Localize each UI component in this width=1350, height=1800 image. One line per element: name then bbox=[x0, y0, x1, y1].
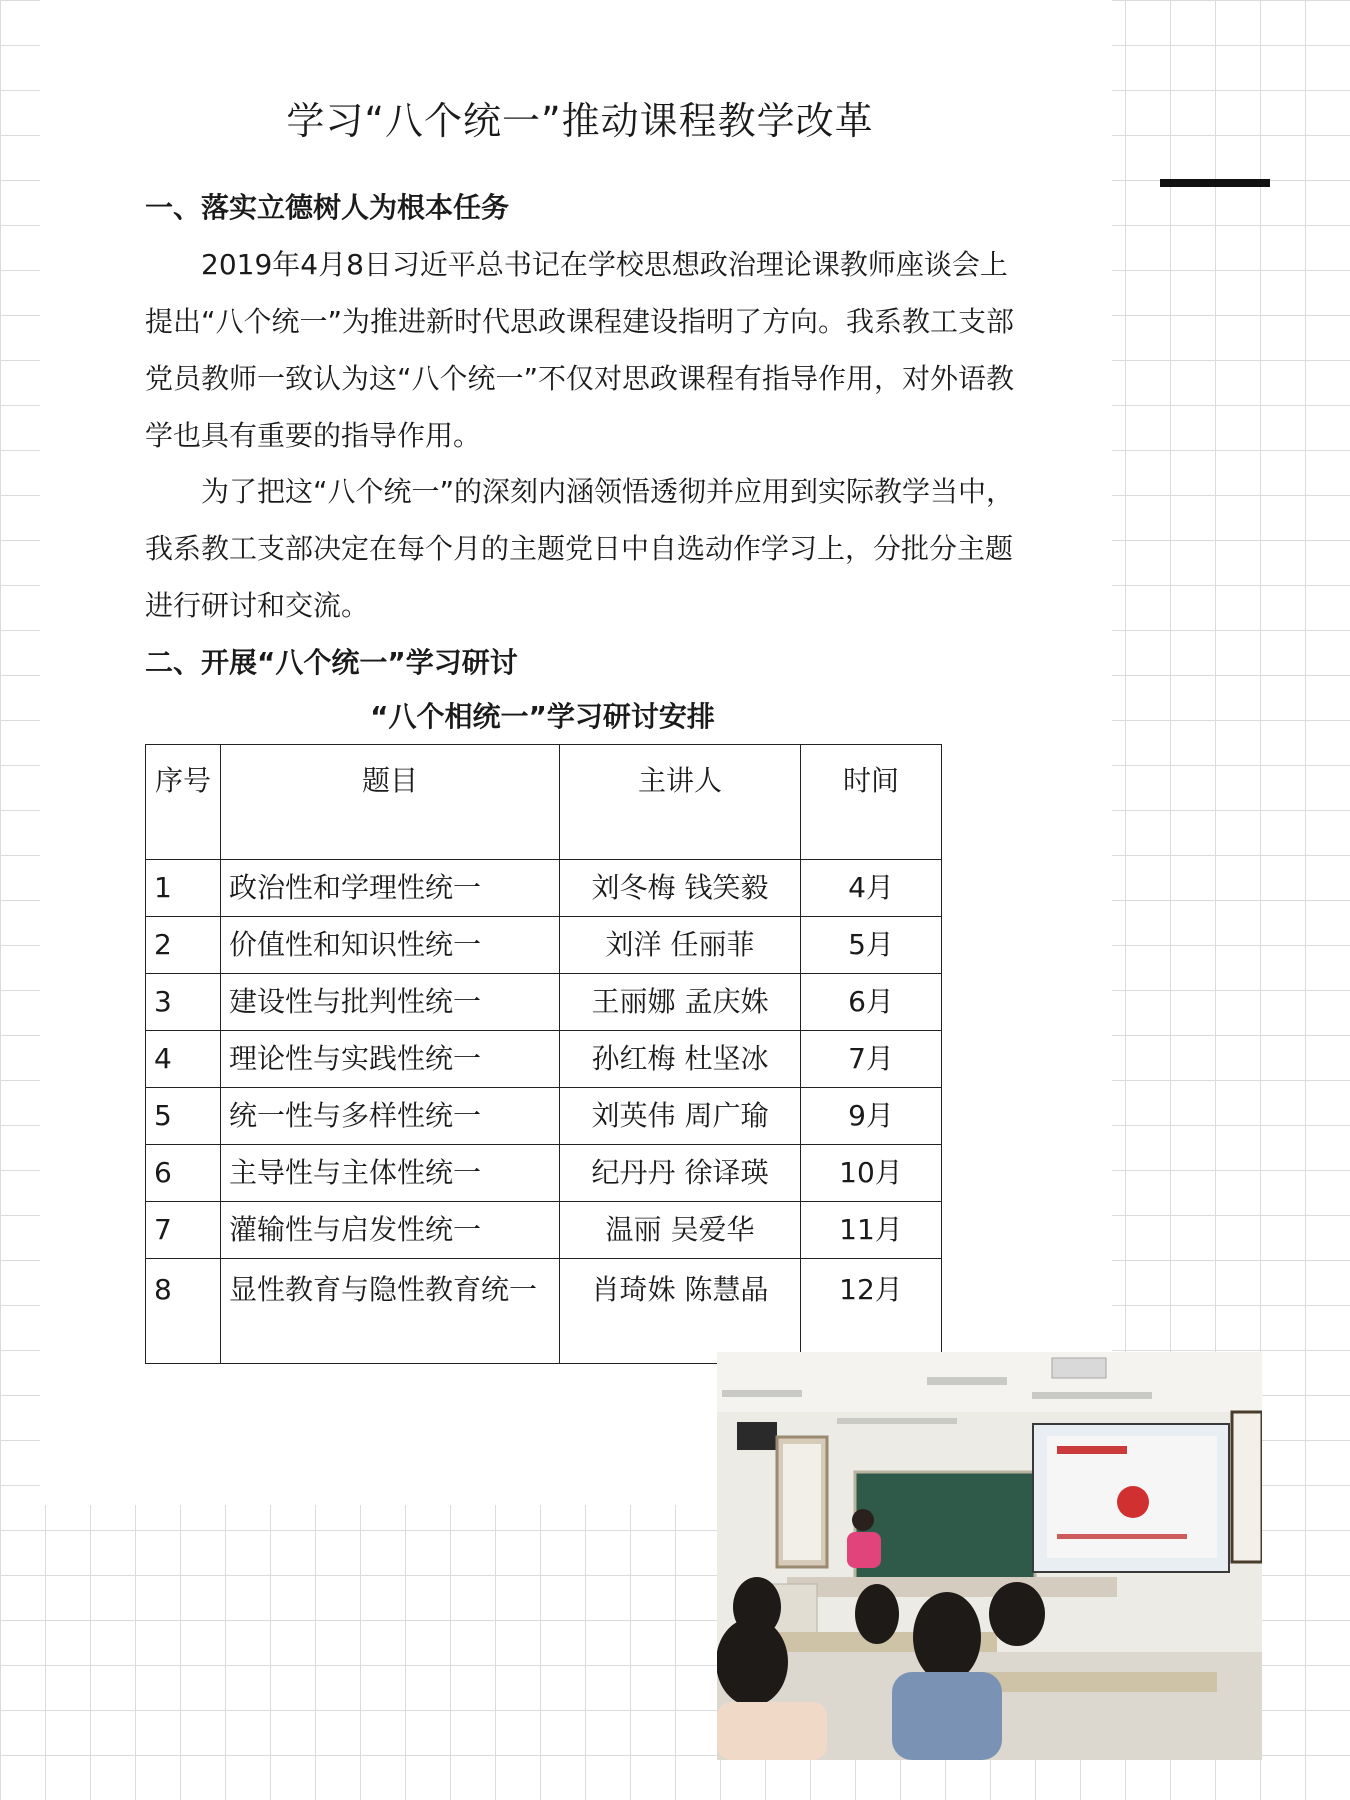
chalkboard bbox=[855, 1472, 1035, 1580]
decorative-line bbox=[1160, 179, 1270, 187]
cell-no: 8 bbox=[146, 1259, 221, 1364]
window-glass bbox=[783, 1444, 821, 1560]
cell-topic: 显性教育与隐性教育统一 bbox=[221, 1259, 560, 1364]
table-header-row bbox=[146, 745, 942, 860]
classroom-photo-icon bbox=[717, 1352, 1262, 1760]
cell-no: 5 bbox=[146, 1088, 221, 1145]
table-row bbox=[146, 1088, 942, 1145]
header-speaker: 主讲人 bbox=[560, 745, 801, 860]
cell-speaker: 纪丹丹 徐译瑛 bbox=[560, 1145, 801, 1202]
classroom-photo bbox=[717, 1352, 1262, 1760]
cell-topic: 统一性与多样性统一 bbox=[221, 1088, 560, 1145]
cell-time: 5月 bbox=[801, 917, 942, 974]
cell-time: 7月 bbox=[801, 1031, 942, 1088]
ceiling-light bbox=[722, 1390, 802, 1397]
cell-topic: 灌输性与启发性统一 bbox=[221, 1202, 560, 1259]
cell-no: 6 bbox=[146, 1145, 221, 1202]
paragraph-2: 为了把这“八个统一”的深刻内涵领悟透彻并应用到实际教学当中，我系教工支部决定在每个月的主题党日中自选动作学习上，分批分主题进行研讨和交流。 bbox=[145, 475, 1015, 622]
cell-time: 9月 bbox=[801, 1088, 942, 1145]
cell-topic: 建设性与批判性统一 bbox=[221, 974, 560, 1031]
cell-no: 3 bbox=[146, 974, 221, 1031]
student-head bbox=[913, 1592, 981, 1682]
section-heading-2: 二、开展“八个统一”学习研讨 bbox=[145, 646, 518, 679]
calligraphy-scroll bbox=[1232, 1412, 1262, 1562]
table-caption: “八个相统一”学习研讨安排 bbox=[370, 700, 715, 733]
cell-topic: 主导性与主体性统一 bbox=[221, 1145, 560, 1202]
cell-speaker: 刘英伟 周广瑜 bbox=[560, 1088, 801, 1145]
cell-time: 6月 bbox=[801, 974, 942, 1031]
section-heading-1: 一、落实立德树人为根本任务 bbox=[145, 191, 510, 224]
schedule-table bbox=[145, 744, 942, 1364]
cell-no: 1 bbox=[146, 860, 221, 917]
table-row bbox=[146, 1259, 942, 1364]
slide-footer-bar bbox=[1057, 1534, 1187, 1539]
cell-no: 7 bbox=[146, 1202, 221, 1259]
ceiling-light bbox=[927, 1377, 1007, 1385]
student-jacket bbox=[892, 1672, 1002, 1760]
cell-speaker: 刘冬梅 钱笑毅 bbox=[560, 860, 801, 917]
student-head bbox=[855, 1584, 899, 1644]
student-head bbox=[717, 1618, 788, 1706]
header-topic: 题目 bbox=[221, 745, 560, 860]
speaker-box-icon bbox=[737, 1422, 777, 1450]
cell-time: 10月 bbox=[801, 1145, 942, 1202]
cell-speaker: 孙红梅 杜坚冰 bbox=[560, 1031, 801, 1088]
teacher-head bbox=[852, 1509, 874, 1531]
table-row bbox=[146, 860, 942, 917]
cell-topic: 政治性和学理性统一 bbox=[221, 860, 560, 917]
table-row bbox=[146, 974, 942, 1031]
cell-no: 4 bbox=[146, 1031, 221, 1088]
header-time: 时间 bbox=[801, 745, 942, 860]
table-row bbox=[146, 917, 942, 974]
cell-no: 2 bbox=[146, 917, 221, 974]
ceiling-light bbox=[1032, 1392, 1152, 1399]
header-no: 序号 bbox=[146, 745, 221, 860]
cell-topic: 理论性与实践性统一 bbox=[221, 1031, 560, 1088]
cell-speaker: 王丽娜 孟庆姝 bbox=[560, 974, 801, 1031]
table-row bbox=[146, 1145, 942, 1202]
projector-icon bbox=[1052, 1358, 1106, 1378]
teacher-top bbox=[847, 1532, 881, 1568]
student-head bbox=[989, 1582, 1045, 1646]
student-top bbox=[717, 1702, 827, 1760]
paragraph-1: 2019年4月8日习近平总书记在学校思想政治理论课教师座谈会上提出“八个统一”为推进新时代思政课程建设指明了方向。我系教工支部党员教师一致认为这“八个统一”不仅对思政课程有指导作用，对外语教学也具有重要的指导作用。 bbox=[145, 248, 1015, 452]
party-emblem-icon bbox=[1117, 1486, 1149, 1518]
page-title: 学习“八个统一”推动课程教学改革 bbox=[286, 99, 874, 143]
cell-speaker: 温丽 吴爱华 bbox=[560, 1202, 801, 1259]
cell-speaker: 肖琦姝 陈慧晶 bbox=[560, 1259, 801, 1364]
cell-time: 11月 bbox=[801, 1202, 942, 1259]
cell-speaker: 刘洋 任丽菲 bbox=[560, 917, 801, 974]
table-row bbox=[146, 1202, 942, 1259]
cell-time: 4月 bbox=[801, 860, 942, 917]
table-row bbox=[146, 1031, 942, 1088]
cell-time: 12月 bbox=[801, 1259, 942, 1364]
cell-topic: 价值性和知识性统一 bbox=[221, 917, 560, 974]
slide-title-bar bbox=[1057, 1446, 1127, 1454]
ceiling-light bbox=[837, 1418, 957, 1424]
